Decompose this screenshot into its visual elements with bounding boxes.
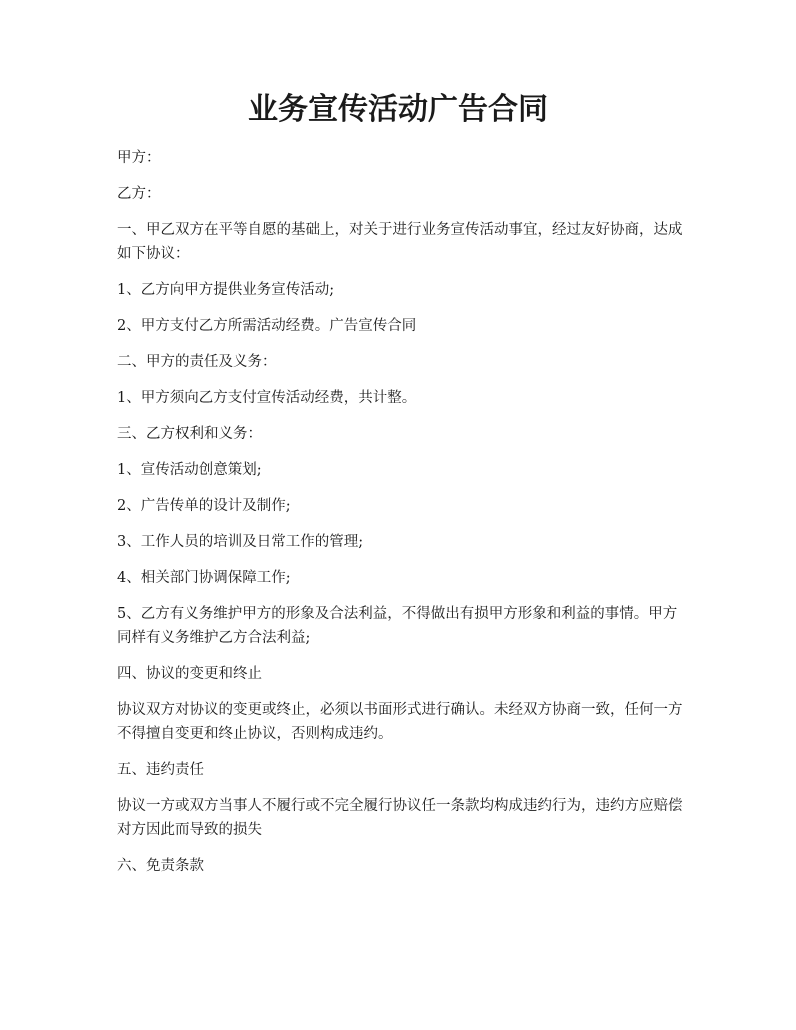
document-body: [117, 146, 683, 890]
clause-3-1: 1、宣传活动创意策划;: [117, 462, 262, 478]
section-heading-5: 五、违约责任: [117, 762, 204, 778]
clause-3-3: 3、工作人员的培训及日常工作的管理;: [117, 534, 364, 550]
party-a-line: 甲方：: [117, 150, 161, 166]
section-heading-6: 六、免责条款: [117, 858, 204, 874]
clause-3-2: 2、广告传单的设计及制作;: [117, 498, 291, 514]
clause-1-2: 2、甲方支付乙方所需活动经费。广告宣传合同: [117, 318, 417, 334]
clause-3-4: 4、相关部门协调保障工作;: [117, 570, 291, 586]
section-heading-2: 二、甲方的责任及义务：: [117, 354, 277, 370]
section-heading-4: 四、协议的变更和终止: [117, 666, 262, 682]
document-title: 业务宣传活动广告合同: [248, 92, 548, 127]
clause-5-text: 协议一方或双方当事人不履行或不完全履行协议任一条款均构成违约行为，违约方应赔偿对方因此而导致的损失: [117, 798, 683, 838]
intro-paragraph: 一、甲乙双方在平等自愿的基础上，对关于进行业务宣传活动事宜，经过友好协商，达成如下协议：: [117, 222, 683, 262]
clause-1-1: 1、乙方向甲方提供业务宣传活动;: [117, 282, 335, 298]
section-heading-3: 三、乙方权利和义务：: [117, 426, 262, 442]
clause-3-5: 5、乙方有义务维护甲方的形象及合法利益，不得做出有损甲方形象和利益的事情。甲方同样有义务维护乙方合法利益;: [117, 606, 678, 646]
party-b-line: 乙方：: [117, 186, 161, 202]
clause-4-text: 协议双方对协议的变更或终止，必须以书面形式进行确认。未经双方协商一致，任何一方不得擅自变更和终止协议，否则构成违约。: [117, 702, 683, 742]
clause-2-1: 1、甲方须向乙方支付宣传活动经费，共计整。: [117, 390, 417, 406]
